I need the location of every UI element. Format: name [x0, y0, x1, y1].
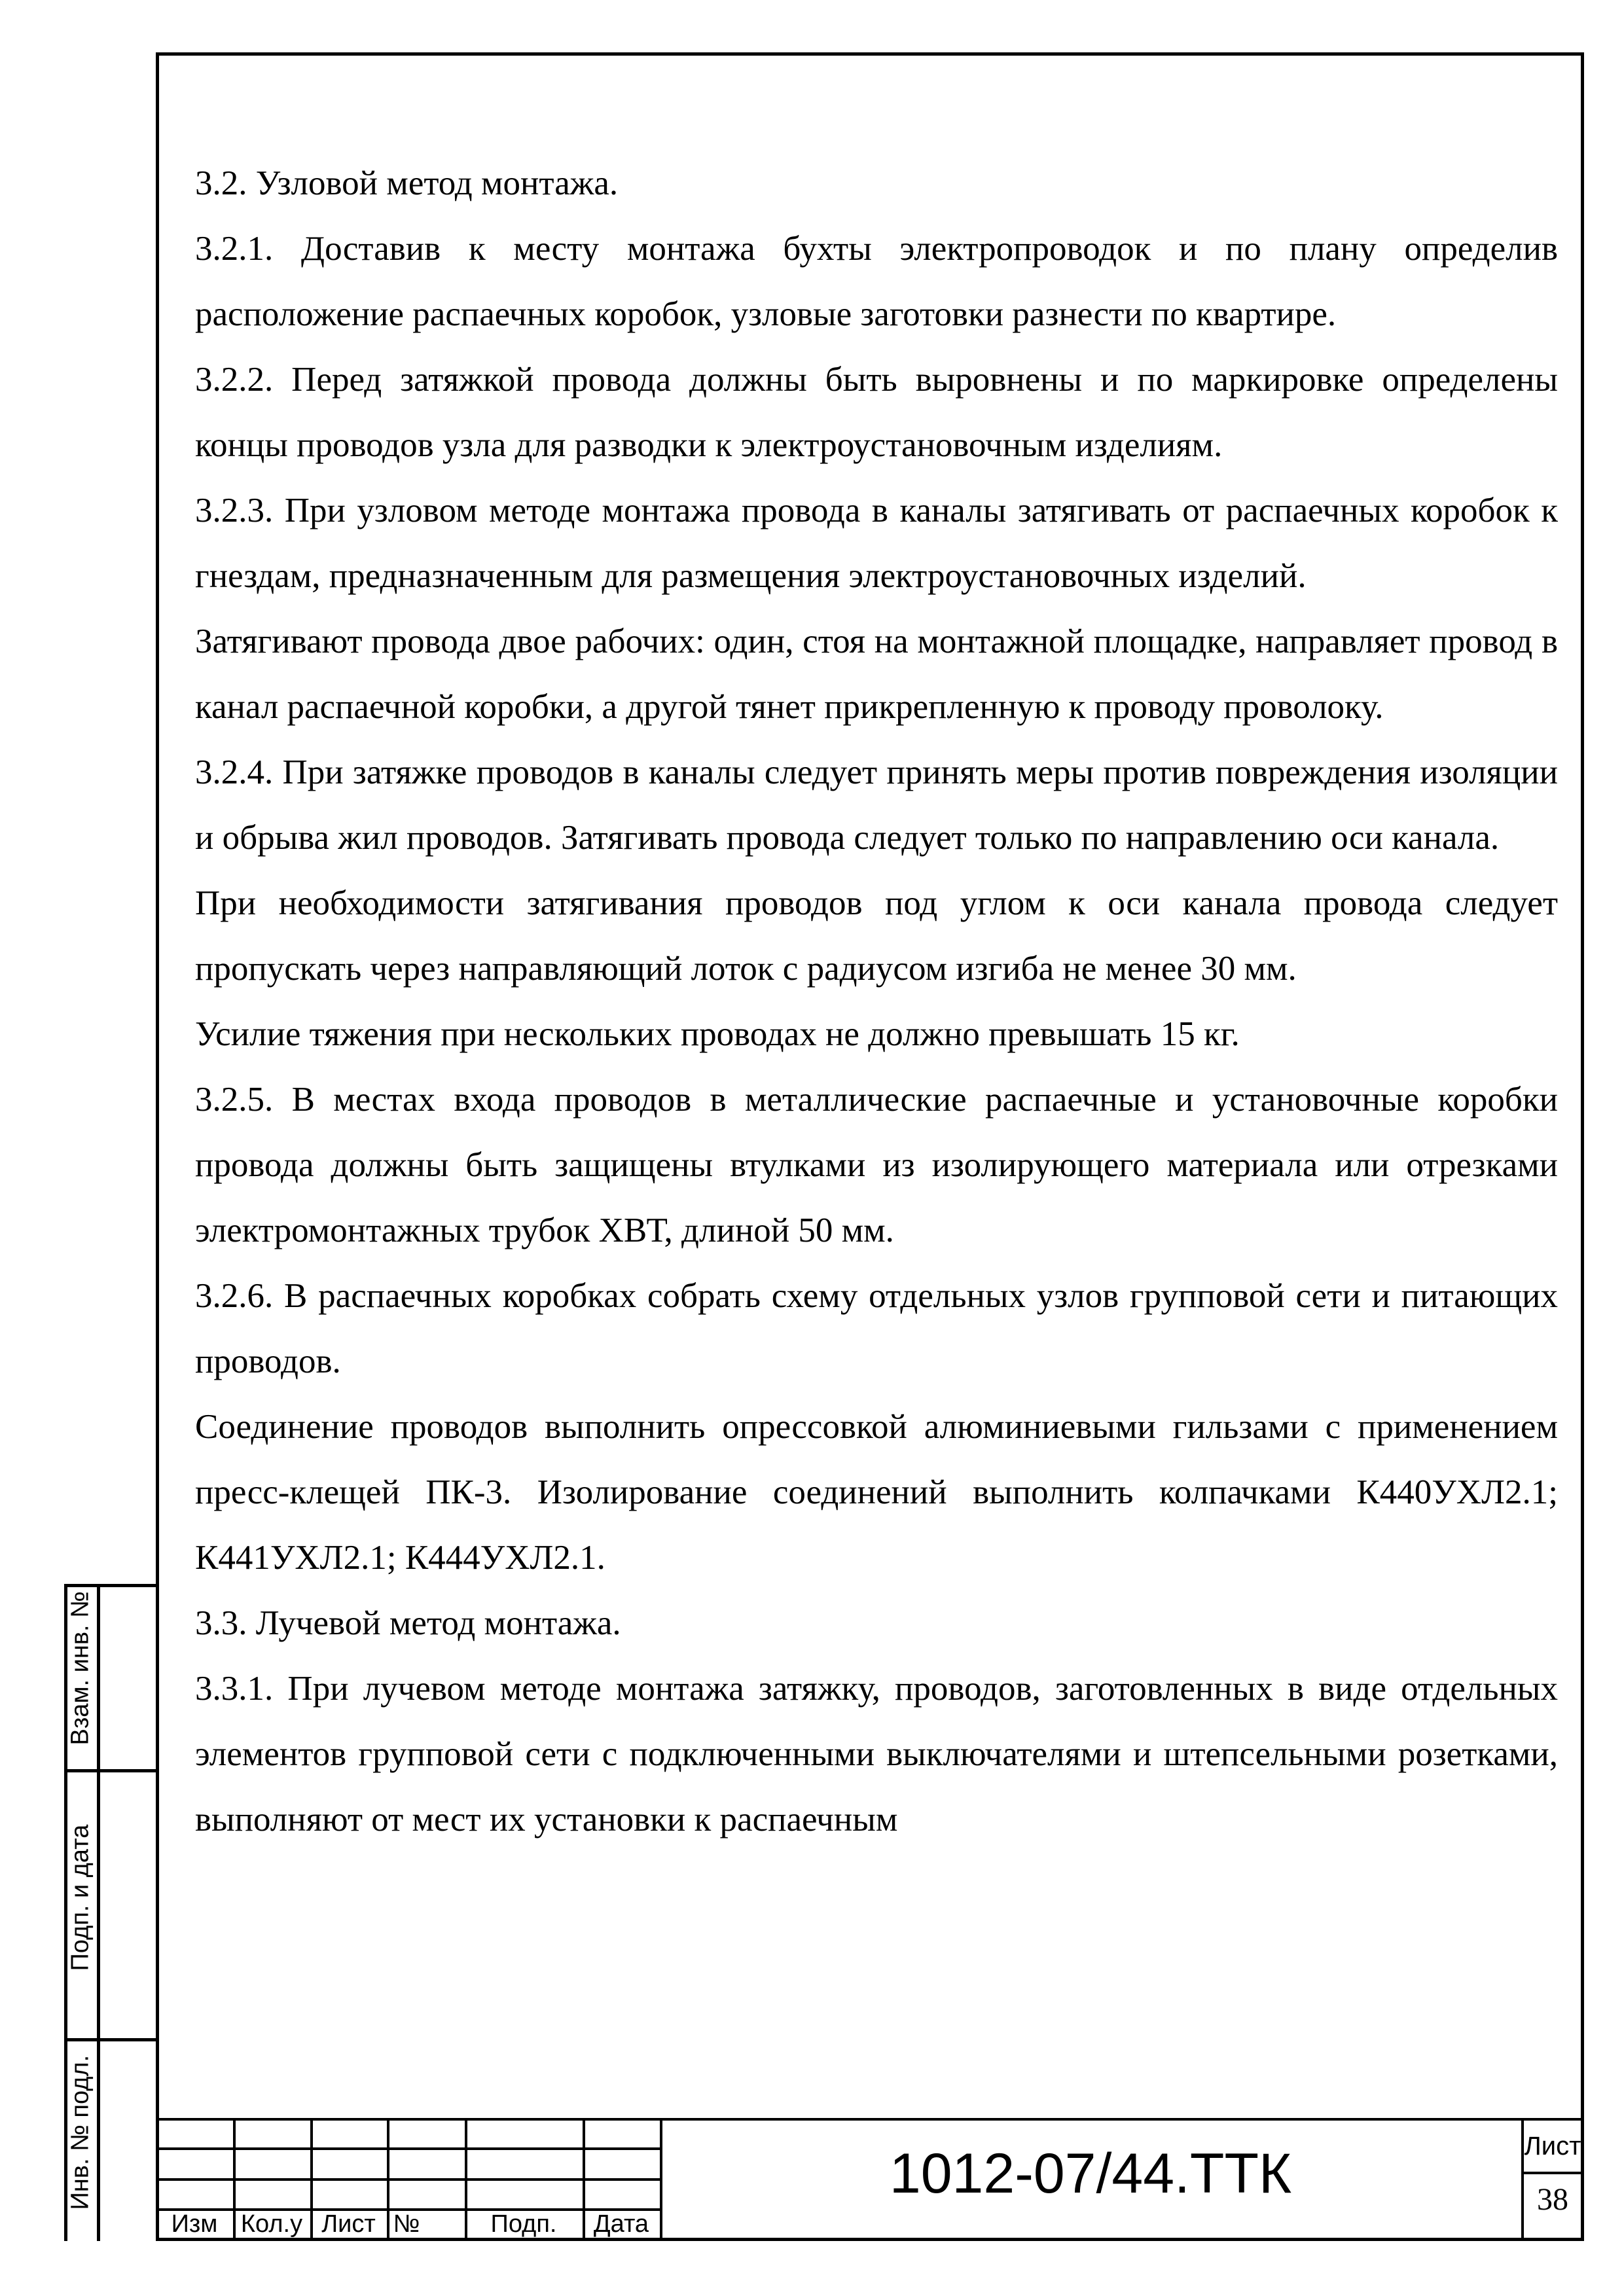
- stamp-header-data: Дата: [593, 2210, 649, 2238]
- paragraph: 3.2.6. В распаечных коробках собрать схему отдельных узлов групповой сети и питающих проводов.: [195, 1277, 1558, 1380]
- side-label-inv-orig: Инв. № подл.: [66, 2054, 94, 2210]
- stamp-header-podp: Подп.: [490, 2210, 557, 2238]
- paragraph: 3.2.3. При узловом методе монтажа провода в каналы затягивать от распаечных коробок к гнездам, предназначенным для размещения электроустановочных изделий.: [195, 492, 1558, 595]
- document-body: [195, 151, 1558, 1852]
- title-block: [156, 2118, 1584, 2241]
- sheet-label: Лист: [1524, 2132, 1581, 2161]
- side-label-sign-date: Подп. и дата: [66, 1824, 94, 1971]
- paragraph: 3.2.2. Перед затяжкой провода должны быть выровнены и по маркировке определены концы проводов узла для разводки к электроустановочным изделиям.: [195, 361, 1558, 464]
- side-row-divider: [67, 2038, 159, 2041]
- paragraph: 3.2.4. При затяжке проводов в каналы следует принять меры против повреждения изоляции и обрыва жил проводов. Затягивать провода следует только по направлению оси канала.: [195, 753, 1558, 857]
- stamp-line: [156, 2118, 1584, 2121]
- document-code: 1012-07/44.ТТК: [889, 2142, 1292, 2205]
- side-row-divider: [67, 1769, 159, 1772]
- paragraph: 3.2.1. Доставив к месту монтажа бухты электропроводок и по плану определив расположение распаечных коробок, узловые заготовки разнести по квартире.: [195, 230, 1558, 333]
- side-divider: [97, 1587, 100, 2241]
- sheet-number: 38: [1537, 2182, 1568, 2217]
- stamp-header-num: №: [393, 2210, 420, 2238]
- paragraph: При необходимости затягивания проводов под углом к оси канала провода следует пропускать через направляющий лоток с радиусом изгиба не менее 30 мм.: [195, 884, 1558, 988]
- stamp-line: [1521, 2172, 1584, 2174]
- paragraph: 3.2. Узловой метод монтажа.: [195, 164, 619, 202]
- stamp-header-kol: Кол.у: [240, 2210, 303, 2238]
- paragraph: Соединение проводов выполнить опрессовкой алюминиевыми гильзами с применением пресс-клещей ПК-3. Изолирование соединений выполнить колпачками К440УХЛ2.1; К441УХЛ2.1; К444УХЛ2.1.: [195, 1408, 1558, 1577]
- paragraph: Усилие тяжения при нескольких проводах не должно превышать 15 кг.: [195, 1015, 1240, 1053]
- stamp-header-izm: Изм: [171, 2210, 218, 2238]
- paragraph: 3.3.1. При лучевом методе монтажа затяжку, проводов, заготовленных в виде отдельных элементов групповой сети с подключенными выключателями и штепсельными розетками, выполняют от мест их установки к распаечным: [195, 1670, 1558, 1839]
- side-approval-strip: [64, 1584, 156, 2241]
- stamp-header-list: Лист: [321, 2210, 376, 2238]
- side-label-replace-inv: Взам. инв. №: [66, 1591, 94, 1746]
- paragraph: 3.3. Лучевой метод монтажа.: [195, 1604, 621, 1642]
- paragraph: Затягивают провода двое рабочих: один, стоя на монтажной площадке, направляет провод в канал распаечной коробки, а другой тянет прикрепленную к проводу проволоку.: [195, 622, 1558, 726]
- paragraph: 3.2.5. В местах входа проводов в металлические распаечные и установочные коробки провода должны быть защищены втулками из изолирующего материала или отрезками электромонтажных трубок ХВТ, длиной 50 мм.: [195, 1081, 1558, 1249]
